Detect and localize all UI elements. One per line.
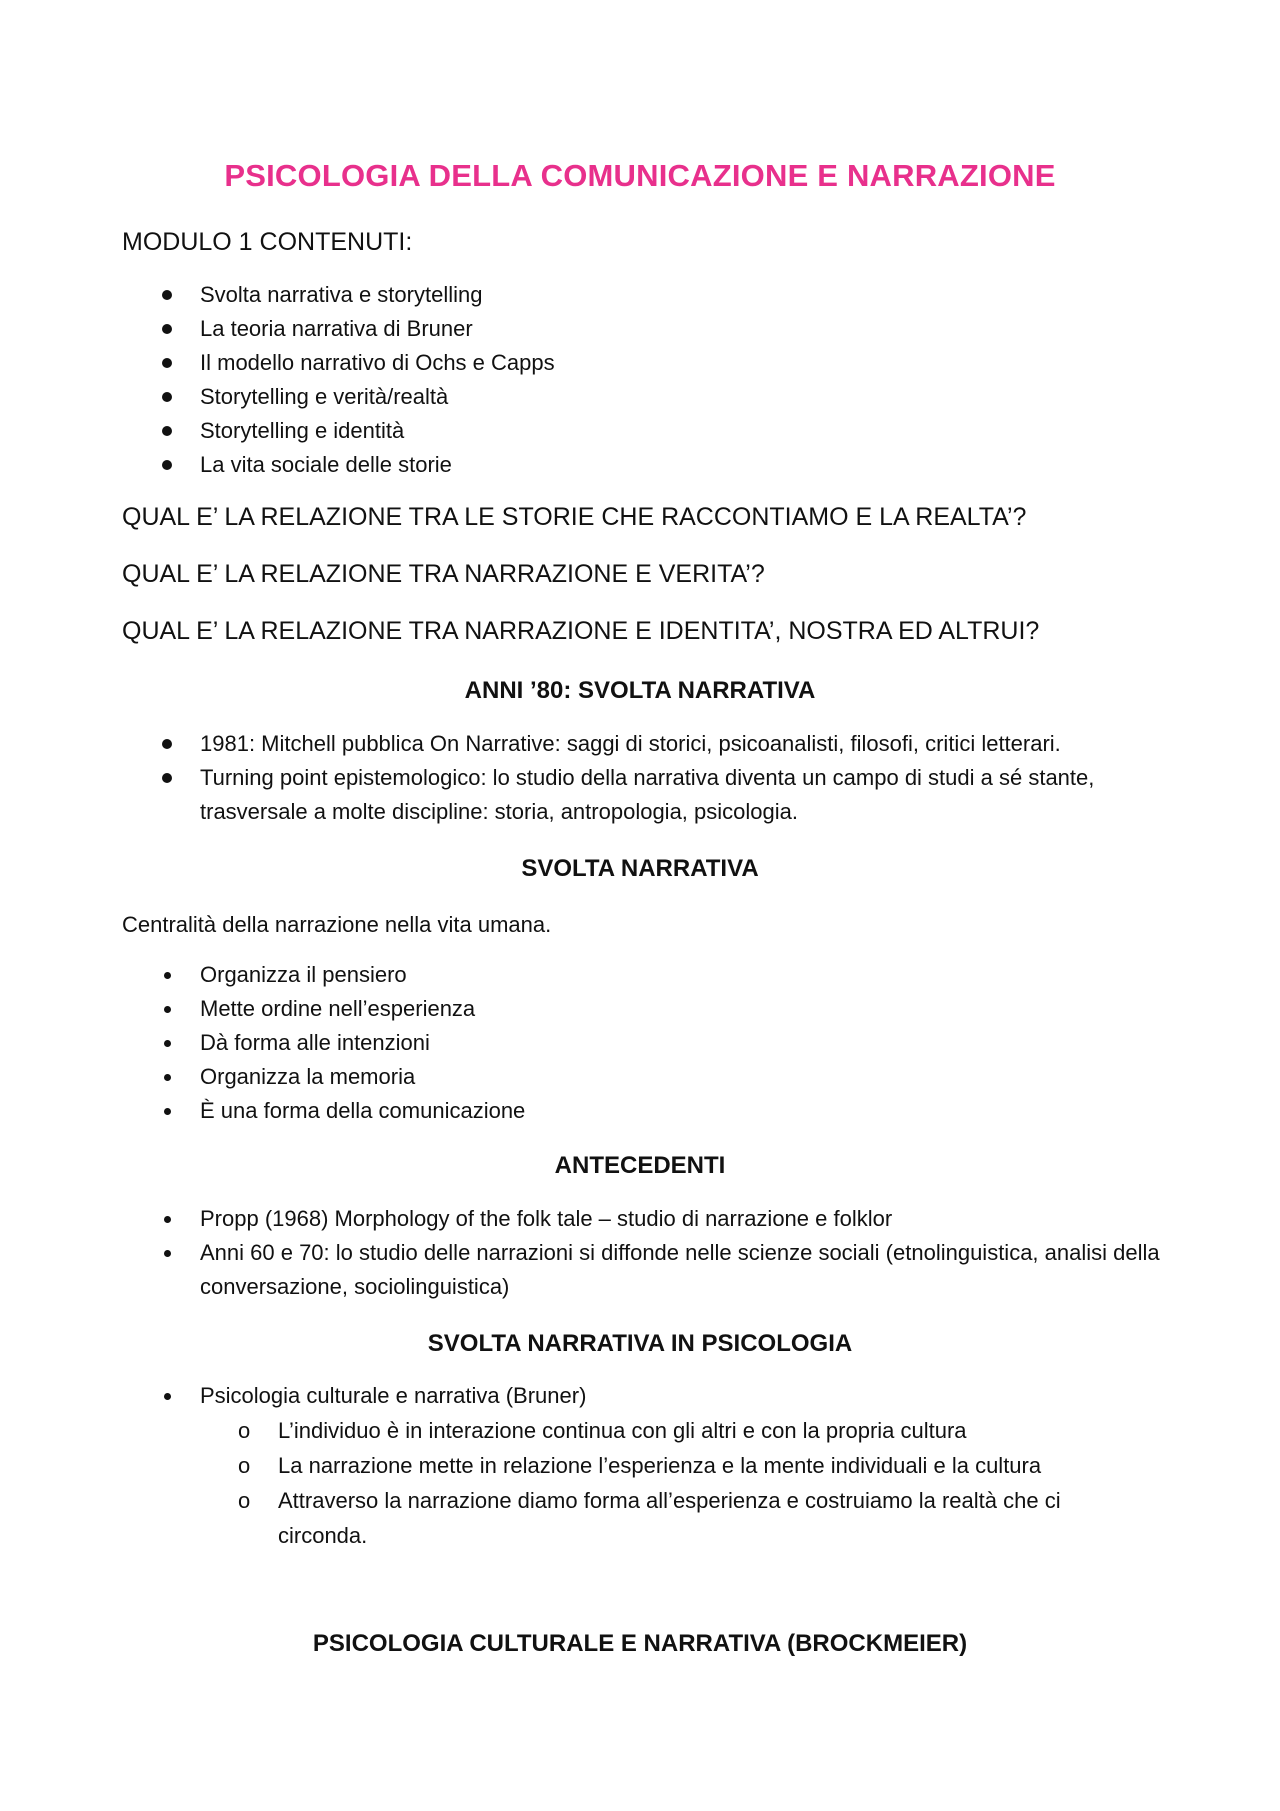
circle-bullet-icon: o xyxy=(238,1488,251,1513)
list-item: La vita sociale delle storie xyxy=(200,452,452,477)
circle-bullet-icon: o xyxy=(238,1453,251,1478)
svolta-list xyxy=(160,958,1160,1128)
list-item: Svolta narrativa e storytelling xyxy=(200,282,483,307)
module-heading: MODULO 1 CONTENUTI: xyxy=(122,228,413,256)
heading-brockmeier: PSICOLOGIA CULTURALE E NARRATIVA (BROCKMEIER) xyxy=(312,1630,968,1657)
sub-list-item: o Attraverso la narrazione diamo forma all’esperienza e costruiamo la realtà che ci circonda. xyxy=(238,1483,1118,1553)
list-item: Il modello narrativo di Ochs e Capps xyxy=(200,350,555,375)
heading-svolta-narrativa: SVOLTA NARRATIVA xyxy=(521,855,759,882)
list-item: Organizza il pensiero xyxy=(200,962,407,987)
question-1: QUAL E’ LA RELAZIONE TRA LE STORIE CHE RACCONTIAMO E LA REALTA’? xyxy=(122,503,1027,531)
list-item: Propp (1968) Morphology of the folk tale – studio di narrazione e folklor xyxy=(200,1206,893,1231)
list-item: 1981: Mitchell pubblica On Narrative: saggi di storici, psicoanalisti, filosofi, critici letterari. xyxy=(200,731,1061,756)
document-title: PSICOLOGIA DELLA COMUNICAZIONE E NARRAZIONE xyxy=(224,158,1056,193)
list-item: Dà forma alle intenzioni xyxy=(200,1030,430,1055)
list-item: Organizza la memoria xyxy=(200,1064,416,1089)
list-item: Psicologia culturale e narrativa (Bruner) o L’individuo è in interazione continua con gli altri e con la propria cultura o La narrazione mette in relazione l’esperienza e la mente individuali e la cultura o Attraverso la narrazione diamo forma all’esperienza e costruiamo la realtà che ci circonda. xyxy=(160,1379,1160,1553)
antecedenti-list xyxy=(160,1202,1160,1304)
sub-list-item: o La narrazione mette in relazione l’esperienza e la mente individuali e la cultura xyxy=(238,1448,1118,1483)
circle-bullet-icon: o xyxy=(238,1418,251,1443)
list-item: Storytelling e identità xyxy=(200,418,405,443)
heading-anni80: ANNI ’80: SVOLTA NARRATIVA xyxy=(464,677,816,704)
list-item: Anni 60 e 70: lo studio delle narrazioni si diffonde nelle scienze sociali (etnolinguistica, analisi della conversazione, sociolinguistica) xyxy=(200,1240,1160,1299)
heading-antecedenti: ANTECEDENTI xyxy=(554,1152,726,1179)
svolta-intro: Centralità della narrazione nella vita umana. xyxy=(122,912,552,937)
psicologia-sublist xyxy=(238,1413,1118,1553)
module-contents-list xyxy=(160,278,1160,482)
list-item: Turning point epistemologico: lo studio della narrativa diventa un campo di studi a sé stante, trasversale a molte discipline: storia, antropologia, psicologia. xyxy=(200,765,1095,824)
list-item: Mette ordine nell’esperienza xyxy=(200,996,476,1021)
list-item: Storytelling e verità/realtà xyxy=(200,384,449,409)
list-item: La teoria narrativa di Bruner xyxy=(200,316,473,341)
psicologia-list xyxy=(160,1379,1160,1553)
sub-list-item: o L’individuo è in interazione continua con gli altri e con la propria cultura xyxy=(238,1413,1118,1448)
question-2: QUAL E’ LA RELAZIONE TRA NARRAZIONE E VERITA’? xyxy=(122,560,765,588)
question-3: QUAL E’ LA RELAZIONE TRA NARRAZIONE E IDENTITA’, NOSTRA ED ALTRUI? xyxy=(122,617,1040,645)
list-item: È una forma della comunicazione xyxy=(200,1098,526,1123)
heading-svolta-psicologia: SVOLTA NARRATIVA IN PSICOLOGIA xyxy=(427,1330,853,1357)
anni80-list xyxy=(160,727,1160,829)
